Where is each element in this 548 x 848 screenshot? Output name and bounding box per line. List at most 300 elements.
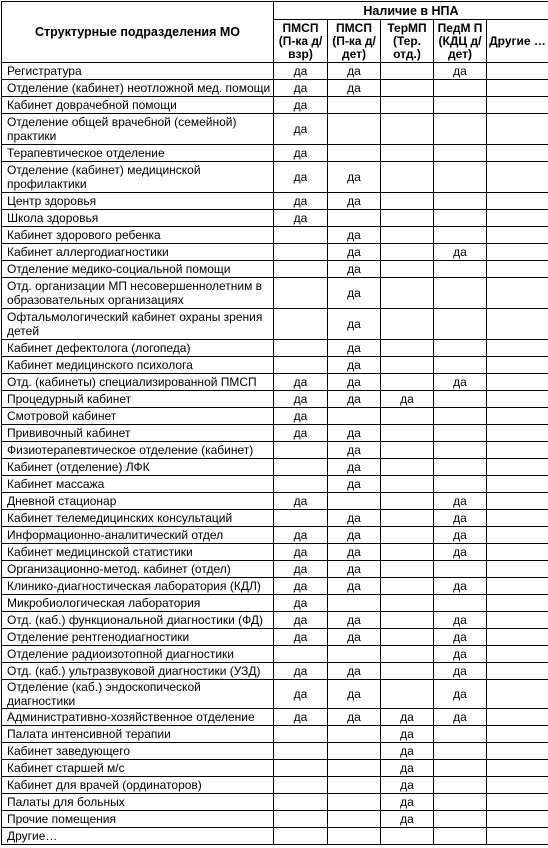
table-row [2, 828, 548, 845]
presence-cell: да [328, 374, 381, 391]
presence-cell [274, 309, 328, 340]
table-row [2, 777, 548, 794]
presence-cell [487, 709, 548, 726]
presence-cell [434, 425, 487, 442]
presence-cell: да [434, 680, 487, 709]
table-row [2, 145, 548, 162]
subdivision-name: Отделение радиоизотопной диагностики [2, 646, 274, 663]
table-row [2, 391, 548, 408]
presence-cell [434, 145, 487, 162]
presence-cell [487, 828, 548, 845]
presence-cell [487, 510, 548, 527]
presence-cell: да [381, 760, 434, 777]
presence-cell [487, 476, 548, 493]
subdivision-name: Кабинет (отделение) ЛФК [2, 459, 274, 476]
presence-cell [274, 646, 328, 663]
presence-cell [487, 743, 548, 760]
table-row [2, 680, 548, 709]
presence-cell [487, 544, 548, 561]
presence-cell: да [434, 709, 487, 726]
presence-cell [487, 777, 548, 794]
presence-cell [434, 459, 487, 476]
table-row [2, 244, 548, 261]
presence-cell: да [328, 544, 381, 561]
subdivision-name: Смотровой кабинет [2, 408, 274, 425]
presence-cell: да [274, 210, 328, 227]
presence-cell [434, 357, 487, 374]
subdivision-name: Отделение рентгенодиагностики [2, 629, 274, 646]
presence-cell [381, 408, 434, 425]
presence-cell [328, 145, 381, 162]
presence-cell [381, 357, 434, 374]
presence-cell [487, 227, 548, 244]
column-header: ПМСП (П-ка д/взр) [274, 20, 328, 63]
presence-cell [487, 408, 548, 425]
presence-cell [487, 261, 548, 278]
presence-cell [434, 391, 487, 408]
presence-cell: да [434, 544, 487, 561]
subdivision-name: Отд. (каб.) функциональной диагностики (ФД) [2, 612, 274, 629]
presence-cell: да [328, 340, 381, 357]
presence-cell [434, 210, 487, 227]
subdivision-name: Кабинет для врачей (ординаторов) [2, 777, 274, 794]
presence-cell [274, 357, 328, 374]
presence-cell [434, 811, 487, 828]
presence-cell [487, 760, 548, 777]
presence-cell: да [328, 244, 381, 261]
presence-cell [381, 80, 434, 97]
presence-cell [487, 794, 548, 811]
subdivision-name: Отд. (каб.) ультразвуковой диагностики (УЗД) [2, 663, 274, 680]
presence-cell [434, 743, 487, 760]
subdivision-name: Кабинет заведующего [2, 743, 274, 760]
presence-cell [274, 459, 328, 476]
presence-cell [434, 476, 487, 493]
table-row [2, 629, 548, 646]
presence-cell [434, 442, 487, 459]
subdivision-name: Микробиологическая лаборатория [2, 595, 274, 612]
presence-cell: да [274, 680, 328, 709]
presence-cell [434, 80, 487, 97]
presence-cell: да [381, 743, 434, 760]
presence-cell: да [274, 612, 328, 629]
subdivision-name: Дневной стационар [2, 493, 274, 510]
presence-cell: да [328, 193, 381, 210]
table-row [2, 527, 548, 544]
subdivision-name: Кабинет здорового ребенка [2, 227, 274, 244]
presence-cell [487, 527, 548, 544]
presence-cell: да [434, 244, 487, 261]
presence-cell: да [328, 162, 381, 193]
presence-cell: да [381, 777, 434, 794]
presence-cell [487, 459, 548, 476]
presence-cell: да [328, 476, 381, 493]
presence-cell [381, 309, 434, 340]
presence-cell: да [381, 709, 434, 726]
table-row [2, 663, 548, 680]
presence-cell [274, 743, 328, 760]
subdivision-name: Прививочный кабинет [2, 425, 274, 442]
presence-cell [434, 726, 487, 743]
presence-cell [328, 777, 381, 794]
presence-cell [328, 794, 381, 811]
table-row [2, 544, 548, 561]
presence-cell: да [274, 114, 328, 145]
table-row [2, 726, 548, 743]
subdivision-name: Отделение (кабинет) неотложной мед. помощи [2, 80, 274, 97]
presence-cell: да [328, 63, 381, 80]
presence-cell: да [328, 391, 381, 408]
presence-cell [274, 726, 328, 743]
presence-cell [381, 244, 434, 261]
presence-cell [487, 244, 548, 261]
presence-cell [381, 595, 434, 612]
presence-cell: да [381, 726, 434, 743]
presence-cell: да [328, 442, 381, 459]
table-row [2, 743, 548, 760]
presence-cell [487, 629, 548, 646]
presence-cell: да [274, 578, 328, 595]
presence-cell [434, 595, 487, 612]
table-row [2, 612, 548, 629]
subdivision-name: Отделение общей врачебной (семейной) практики [2, 114, 274, 145]
table-row [2, 578, 548, 595]
table-row [2, 193, 548, 210]
presence-cell [434, 114, 487, 145]
presence-cell: да [274, 97, 328, 114]
presence-cell [487, 612, 548, 629]
presence-cell: да [274, 374, 328, 391]
presence-cell [434, 777, 487, 794]
table-row [2, 63, 548, 80]
presence-cell [381, 162, 434, 193]
presence-cell [381, 425, 434, 442]
presence-cell [434, 227, 487, 244]
presence-cell [328, 97, 381, 114]
table-row [2, 261, 548, 278]
presence-cell [487, 357, 548, 374]
column-header: ПедМ П (КДЦ д/дет) [434, 20, 487, 63]
subdivision-name: Отделение медико-социальной помощи [2, 261, 274, 278]
subdivision-name: Отд. организации МП несовершеннолетним в образовательных организациях [2, 278, 274, 309]
presence-cell [434, 97, 487, 114]
table-row [2, 646, 548, 663]
presence-cell [328, 743, 381, 760]
subdivision-name: Кабинет массажа [2, 476, 274, 493]
presence-cell: да [274, 629, 328, 646]
subdivision-name: Школа здоровья [2, 210, 274, 227]
subdivision-name: Кабинет медицинской статистики [2, 544, 274, 561]
presence-cell: да [328, 629, 381, 646]
presence-cell: да [274, 544, 328, 561]
presence-cell [328, 408, 381, 425]
table-row [2, 227, 548, 244]
presence-cell: да [434, 374, 487, 391]
presence-cell [434, 561, 487, 578]
presence-cell [328, 646, 381, 663]
presence-cell [381, 629, 434, 646]
subdivision-name: Кабинет медицинского психолога [2, 357, 274, 374]
subdivision-name: Терапевтическое отделение [2, 145, 274, 162]
presence-cell [381, 544, 434, 561]
presence-cell [274, 244, 328, 261]
presence-cell: да [328, 561, 381, 578]
presence-cell [274, 340, 328, 357]
presence-cell [381, 476, 434, 493]
presence-cell [381, 493, 434, 510]
presence-cell [274, 794, 328, 811]
presence-cell: да [328, 578, 381, 595]
presence-cell [487, 646, 548, 663]
presence-cell: да [328, 709, 381, 726]
table-row [2, 80, 548, 97]
presence-cell [381, 114, 434, 145]
presence-cell: да [434, 510, 487, 527]
presence-cell [328, 114, 381, 145]
presence-cell [274, 510, 328, 527]
presence-cell [487, 578, 548, 595]
table-row [2, 709, 548, 726]
subdivision-name: Физиотерапевтическое отделение (кабинет) [2, 442, 274, 459]
presence-cell [487, 391, 548, 408]
table-body [2, 63, 548, 845]
presence-cell [487, 726, 548, 743]
presence-cell: да [434, 578, 487, 595]
presence-cell [487, 340, 548, 357]
presence-cell [487, 80, 548, 97]
presence-cell [487, 63, 548, 80]
presence-cell [434, 340, 487, 357]
presence-cell: да [434, 527, 487, 544]
presence-cell: да [274, 80, 328, 97]
presence-cell: да [274, 162, 328, 193]
table-row [2, 425, 548, 442]
presence-cell [487, 114, 548, 145]
presence-cell [328, 493, 381, 510]
subdivision-name: Клинико-диагностическая лаборатория (КДЛ) [2, 578, 274, 595]
presence-cell: да [328, 663, 381, 680]
presence-cell [274, 227, 328, 244]
subdivision-name: Регистратура [2, 63, 274, 80]
presence-cell: да [274, 145, 328, 162]
column-header: Другие … [487, 20, 548, 63]
presence-cell [381, 510, 434, 527]
presence-cell [487, 425, 548, 442]
presence-cell [434, 408, 487, 425]
presence-cell: да [274, 63, 328, 80]
group-header: Наличие в НПА [274, 2, 548, 20]
presence-cell [381, 527, 434, 544]
presence-cell: да [274, 408, 328, 425]
presence-cell: да [274, 493, 328, 510]
subdivision-name: Кабинет старшей м/с [2, 760, 274, 777]
presence-cell [434, 828, 487, 845]
subdivision-name: Процедурный кабинет [2, 391, 274, 408]
presence-cell [381, 374, 434, 391]
subdivision-name: Кабинет доврачебной помощи [2, 97, 274, 114]
table-row [2, 476, 548, 493]
presence-cell [434, 278, 487, 309]
presence-cell [381, 145, 434, 162]
presence-cell: да [381, 811, 434, 828]
presence-cell: да [434, 612, 487, 629]
subdivision-name: Кабинет дефектолога (логопеда) [2, 340, 274, 357]
presence-cell [434, 193, 487, 210]
table-row [2, 595, 548, 612]
presence-cell: да [328, 80, 381, 97]
presence-cell [487, 561, 548, 578]
subdivisions-table [1, 1, 548, 845]
presence-cell [381, 663, 434, 680]
table-row [2, 162, 548, 193]
presence-cell [487, 680, 548, 709]
presence-cell [328, 760, 381, 777]
presence-cell: да [328, 278, 381, 309]
presence-cell [274, 261, 328, 278]
presence-cell [381, 210, 434, 227]
table-row [2, 374, 548, 391]
presence-cell: да [328, 612, 381, 629]
subdivision-name: Офтальмологический кабинет охраны зрения детей [2, 309, 274, 340]
subdivision-name: Палаты для больных [2, 794, 274, 811]
presence-cell [328, 811, 381, 828]
presence-cell: да [381, 391, 434, 408]
presence-cell [487, 663, 548, 680]
presence-cell [328, 828, 381, 845]
presence-cell [274, 278, 328, 309]
presence-cell: да [274, 391, 328, 408]
table-row [2, 309, 548, 340]
presence-cell [487, 210, 548, 227]
presence-cell: да [274, 193, 328, 210]
presence-cell: да [328, 425, 381, 442]
presence-cell: да [328, 459, 381, 476]
presence-cell [274, 828, 328, 845]
presence-cell [381, 227, 434, 244]
table-row [2, 278, 548, 309]
presence-cell [274, 777, 328, 794]
presence-cell [434, 794, 487, 811]
presence-cell [381, 442, 434, 459]
presence-cell [381, 680, 434, 709]
presence-cell [274, 442, 328, 459]
table-row [2, 459, 548, 476]
table-row [2, 97, 548, 114]
table-row [2, 493, 548, 510]
presence-cell [381, 278, 434, 309]
presence-cell [487, 162, 548, 193]
presence-cell [487, 442, 548, 459]
column-header: ТерМП (Тер. отд.) [381, 20, 434, 63]
presence-cell: да [434, 663, 487, 680]
presence-cell [381, 578, 434, 595]
presence-cell: да [434, 493, 487, 510]
presence-cell [487, 374, 548, 391]
table-row [2, 357, 548, 374]
subdivision-name: Организационно-метод. кабинет (отдел) [2, 561, 274, 578]
presence-cell: да [328, 527, 381, 544]
presence-cell: да [434, 646, 487, 663]
presence-cell [434, 261, 487, 278]
presence-cell: да [328, 357, 381, 374]
presence-cell: да [328, 261, 381, 278]
presence-cell [487, 493, 548, 510]
presence-cell: да [274, 527, 328, 544]
presence-cell [381, 63, 434, 80]
subdivision-name: Отд. (кабинеты) специализированной ПМСП [2, 374, 274, 391]
table-row [2, 811, 548, 828]
presence-cell [274, 476, 328, 493]
table-row [2, 561, 548, 578]
presence-cell [381, 612, 434, 629]
presence-cell [487, 278, 548, 309]
subdivision-name: Отделение (каб.) эндоскопической диагностики [2, 680, 274, 709]
subdivision-name: Центр здоровья [2, 193, 274, 210]
presence-cell [328, 595, 381, 612]
presence-cell: да [434, 63, 487, 80]
presence-cell [328, 210, 381, 227]
presence-cell: да [274, 561, 328, 578]
presence-cell: да [274, 663, 328, 680]
subdivision-name: Административно-хозяйственное отделение [2, 709, 274, 726]
presence-cell [487, 97, 548, 114]
subdivision-name: Прочие помещения [2, 811, 274, 828]
subdivision-name: Палата интенсивной терапии [2, 726, 274, 743]
table-row [2, 114, 548, 145]
presence-cell [487, 145, 548, 162]
presence-cell: да [381, 794, 434, 811]
presence-cell: да [328, 227, 381, 244]
presence-cell [487, 811, 548, 828]
presence-cell [487, 193, 548, 210]
presence-cell: да [274, 709, 328, 726]
row-header: Структурные подразделения МО [2, 2, 274, 63]
presence-cell: да [328, 510, 381, 527]
column-header: ПМСП (П-ка д/дет) [328, 20, 381, 63]
table-row [2, 210, 548, 227]
presence-cell [487, 309, 548, 340]
presence-cell [434, 309, 487, 340]
subdivision-name: Информационно-аналитический отдел [2, 527, 274, 544]
presence-cell [381, 193, 434, 210]
presence-cell [274, 811, 328, 828]
table-row [2, 510, 548, 527]
table-row [2, 340, 548, 357]
table-row [2, 794, 548, 811]
presence-cell: да [274, 595, 328, 612]
presence-cell [381, 97, 434, 114]
presence-cell [381, 828, 434, 845]
presence-cell: да [328, 309, 381, 340]
presence-cell [487, 595, 548, 612]
table-row [2, 760, 548, 777]
presence-cell [381, 261, 434, 278]
presence-cell [381, 340, 434, 357]
subdivision-name: Отделение (кабинет) медицинской профилактики [2, 162, 274, 193]
presence-cell: да [328, 680, 381, 709]
presence-cell [381, 646, 434, 663]
presence-cell: да [274, 425, 328, 442]
presence-cell [274, 760, 328, 777]
presence-cell [434, 760, 487, 777]
presence-cell [328, 726, 381, 743]
table-row [2, 442, 548, 459]
presence-cell [434, 162, 487, 193]
subdivision-name: Кабинет телемедицинских консультаций [2, 510, 274, 527]
presence-cell [381, 561, 434, 578]
subdivision-name: Кабинет аллергодиагностики [2, 244, 274, 261]
subdivision-name: Другие… [2, 828, 274, 845]
